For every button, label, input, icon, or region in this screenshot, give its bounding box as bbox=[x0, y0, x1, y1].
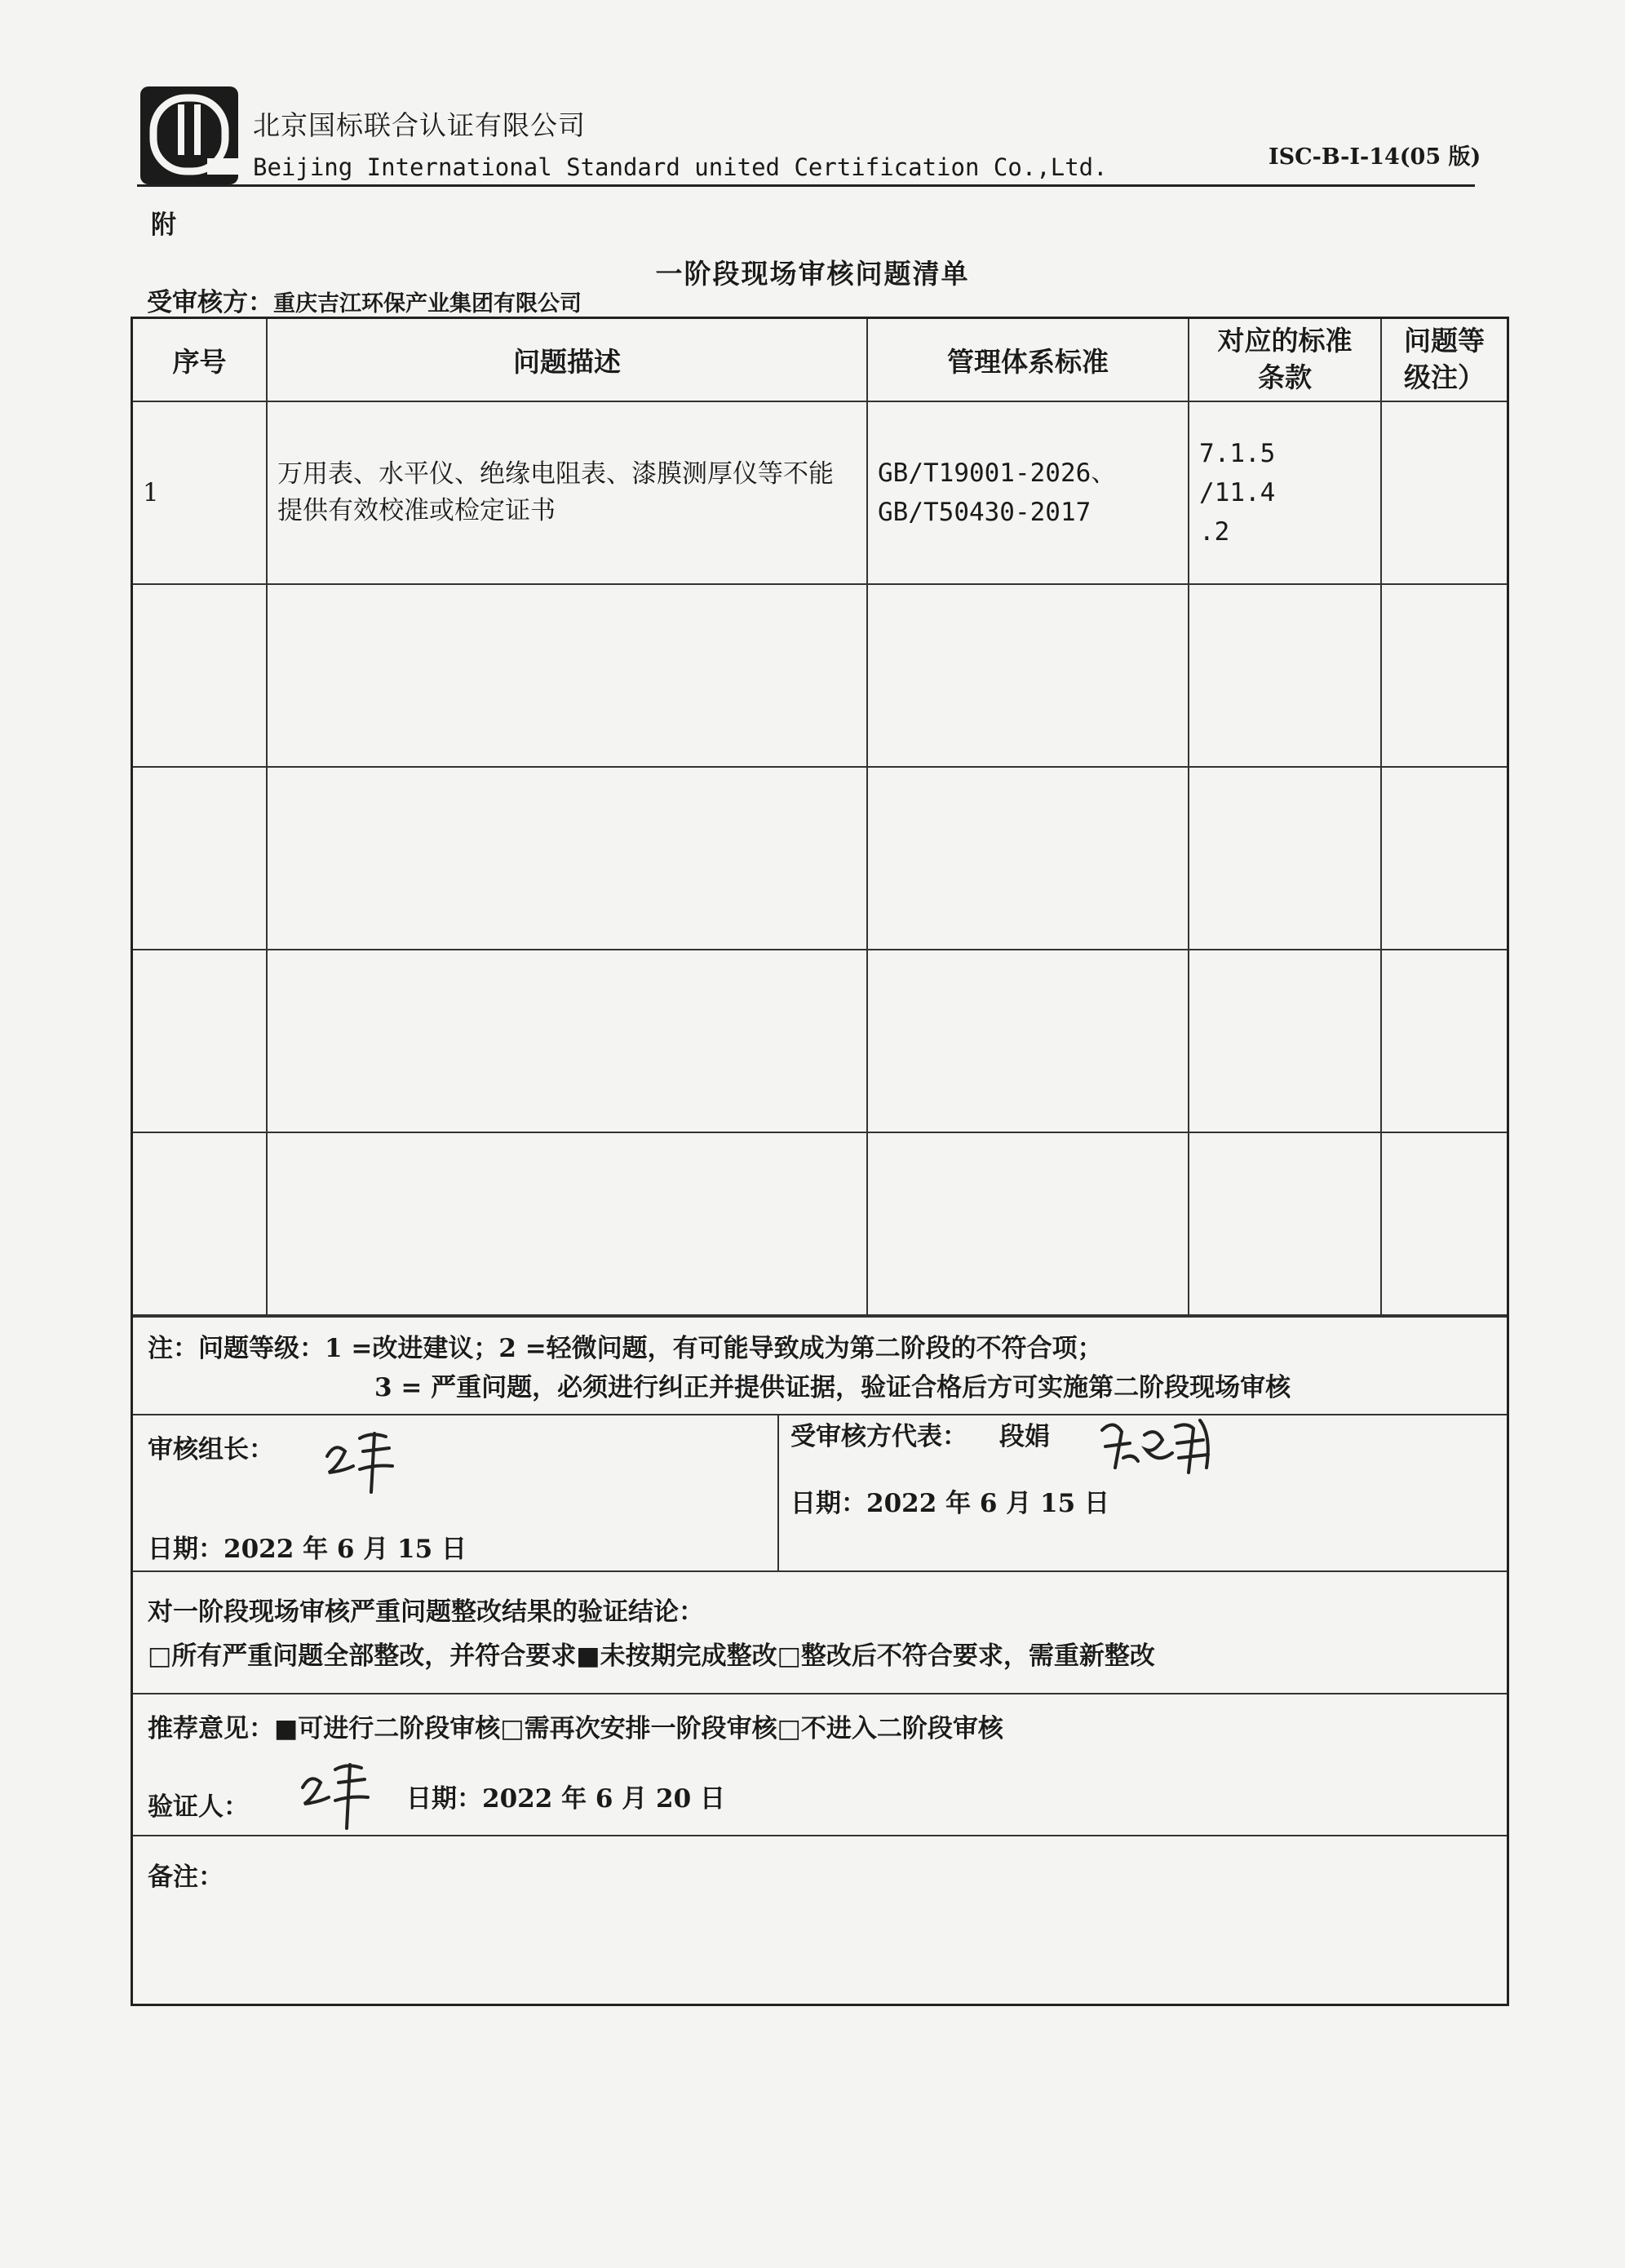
cell-level bbox=[1381, 1132, 1507, 1315]
cell-standard bbox=[867, 950, 1189, 1132]
rep-signature-icon bbox=[1097, 1411, 1228, 1484]
cell-description bbox=[267, 584, 867, 767]
cell-clause bbox=[1189, 767, 1381, 950]
rep-date: 日期：2022 年 6 月 15 日 bbox=[790, 1489, 1109, 1519]
company-name-cn: 北京国标联合认证有限公司 bbox=[253, 109, 586, 141]
issues-table bbox=[133, 319, 1507, 1316]
auditee-rep-signature-block bbox=[779, 1415, 1507, 1570]
form-grid bbox=[131, 317, 1509, 2006]
attachment-mark: 附 bbox=[151, 210, 176, 240]
header-clause-line: 条款 bbox=[1258, 361, 1312, 393]
header-divider bbox=[137, 184, 1475, 187]
auditee-label: 受审核方： bbox=[147, 288, 273, 317]
note-line-2: 3 = 严重问题，必须进行纠正并提供证据，验证合格后方可实施第二阶段现场审核 bbox=[374, 1373, 1291, 1403]
cell-standard bbox=[867, 767, 1189, 950]
header-seq: 序号 bbox=[133, 319, 267, 401]
auditee-name: 重庆吉江环保产业集团有限公司 bbox=[273, 291, 582, 317]
document-code: ISC-B-I-14(05 版) bbox=[1269, 144, 1481, 170]
table-row bbox=[133, 767, 1507, 950]
cell-description: 万用表、水平仪、绝缘电阻表、漆膜测厚仪等不能提供有效校准或检定证书 bbox=[267, 401, 867, 584]
verifier-label: 验证人： bbox=[148, 1792, 249, 1823]
recommendation-block bbox=[133, 1693, 1507, 1835]
table-row bbox=[133, 950, 1507, 1132]
cell-standard bbox=[867, 584, 1189, 767]
recommendation-line: 推荐意见：■可进行二阶段审核□需再次安排一阶段审核□不进入二阶段审核 bbox=[148, 1714, 1003, 1744]
cell-clause bbox=[1189, 950, 1381, 1132]
cell-description bbox=[267, 950, 867, 1132]
cell-level bbox=[1381, 584, 1507, 767]
header-level-line: 问题等 bbox=[1404, 325, 1485, 357]
verify-title: 对一阶段现场审核严重问题整改结果的验证结论： bbox=[148, 1597, 704, 1628]
clause-line: .2 bbox=[1199, 517, 1230, 547]
leader-signature-block bbox=[133, 1415, 779, 1570]
cell-seq bbox=[133, 584, 267, 767]
verify-options: □所有严重问题全部整改，并符合要求■未按期完成整改□整改后不符合要求，需重新整改 bbox=[148, 1641, 1155, 1672]
clause-line: 7.1.5 bbox=[1199, 438, 1276, 468]
verifier-signature-icon bbox=[296, 1755, 378, 1833]
header-level-line: 级注） bbox=[1404, 361, 1485, 393]
cell-clause bbox=[1189, 584, 1381, 767]
company-logo-icon bbox=[137, 83, 241, 188]
leader-date: 日期：2022 年 6 月 15 日 bbox=[148, 1535, 467, 1565]
auditee-line bbox=[147, 281, 582, 318]
table-row bbox=[133, 401, 1507, 584]
header-clause-line: 对应的标准 bbox=[1217, 325, 1353, 357]
cell-level bbox=[1381, 767, 1507, 950]
rep-label: 受审核方代表： bbox=[790, 1422, 967, 1452]
clause-line: /11.4 bbox=[1199, 477, 1276, 507]
rep-name: 段娟 bbox=[999, 1422, 1050, 1452]
level-note bbox=[133, 1316, 1507, 1414]
company-name-en: Beijing International Standard united Certification Co.,Ltd. bbox=[253, 153, 1108, 181]
standard-line: GB/T19001-2026、 bbox=[878, 458, 1117, 488]
note-line-1: 注：问题等级：1 =改进建议；2 =轻微问题，有可能导致成为第二阶段的不符合项； bbox=[148, 1334, 1103, 1363]
header-level bbox=[1381, 319, 1507, 401]
cell-clause bbox=[1189, 401, 1381, 584]
cell-standard bbox=[867, 401, 1189, 584]
leader-label: 审核组长： bbox=[148, 1435, 274, 1465]
cell-level bbox=[1381, 401, 1507, 584]
cell-seq: 1 bbox=[133, 401, 267, 584]
cell-description bbox=[267, 1132, 867, 1315]
cell-seq bbox=[133, 1132, 267, 1315]
cell-level bbox=[1381, 950, 1507, 1132]
header-standard: 管理体系标准 bbox=[867, 319, 1189, 401]
verification-conclusion bbox=[133, 1570, 1507, 1693]
remark-block bbox=[133, 1835, 1507, 2004]
verify-date: 日期：2022 年 6 月 20 日 bbox=[406, 1784, 725, 1814]
cell-clause bbox=[1189, 1132, 1381, 1315]
table-header-row bbox=[133, 319, 1507, 401]
cell-standard bbox=[867, 1132, 1189, 1315]
header-clause bbox=[1189, 319, 1381, 401]
remark-label: 备注： bbox=[148, 1863, 224, 1893]
table-row bbox=[133, 1132, 1507, 1315]
signature-row bbox=[133, 1414, 1507, 1570]
cell-description bbox=[267, 767, 867, 950]
standard-line: GB/T50430-2017 bbox=[878, 498, 1091, 527]
cell-seq bbox=[133, 950, 267, 1132]
document-title: 一阶段现场审核问题清单 bbox=[655, 258, 970, 290]
header-description: 问题描述 bbox=[267, 319, 867, 401]
table-row bbox=[133, 584, 1507, 767]
leader-signature-icon bbox=[321, 1424, 402, 1497]
cell-seq bbox=[133, 767, 267, 950]
